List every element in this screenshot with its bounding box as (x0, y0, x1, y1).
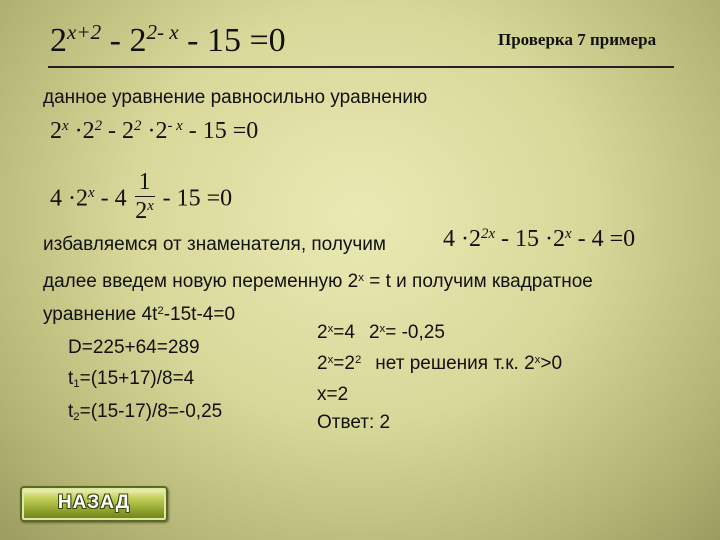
text-part: t (68, 368, 74, 389)
text-part: -15t-4=0 (163, 304, 236, 325)
main-equation (50, 22, 286, 60)
eq-term: 2 (129, 22, 147, 59)
eq-term: 4 ·2 (50, 185, 88, 212)
text-superscript: x (358, 272, 364, 285)
eq-term: 2 (50, 118, 62, 144)
eq-term: - 15 =0 (156, 185, 233, 212)
eq-term: - (101, 22, 130, 59)
eq-term: ·2 (68, 118, 95, 144)
eq-term: - 4 (94, 185, 127, 212)
solution-x: x=2 (317, 384, 349, 405)
eq-term: - 2 (102, 118, 135, 144)
text-part: далее введем новую переменную 2 (43, 271, 359, 292)
eq-exponent: x+2 (67, 20, 102, 45)
slide-title: Проверка 7 примера (498, 30, 657, 49)
equation-step1 (50, 118, 258, 145)
equation-step2 (50, 170, 232, 230)
fraction-numerator: 1 (135, 168, 155, 197)
eq-exponent: 2 (94, 117, 103, 134)
step-text-quadratic (43, 304, 235, 326)
text-superscript: 2 (157, 305, 164, 318)
eq-exponent: x (62, 117, 69, 134)
root-t1 (68, 368, 194, 390)
answer: Ответ: 2 (317, 412, 391, 433)
step-text-denominator: избавляемся от знаменателя, получим (43, 234, 386, 255)
eq-term: - 4 =0 (571, 226, 636, 252)
eq-term: - 15 =0 (182, 118, 259, 144)
text-part: = t и получим квадратное (363, 271, 593, 292)
eq-exponent: - x (167, 117, 183, 134)
step-text-new-variable (43, 271, 593, 293)
text-part: t (68, 401, 74, 422)
back-button-label: НАЗАД (57, 492, 131, 513)
text-part: >0 (540, 353, 563, 374)
step-text-equivalent: данное уравнение равносильно уравнению (43, 87, 428, 108)
equation-step3 (443, 226, 635, 253)
eq-exponent: 2 (134, 117, 142, 134)
text-part: =(15-17)/8=-0,25 (79, 401, 223, 422)
eq-term: 2 (135, 198, 148, 224)
text-superscript: x (379, 323, 386, 336)
text-superscript: x (327, 354, 334, 367)
back-substitution-1 (317, 322, 445, 344)
discriminant: D=225+64=289 (68, 337, 200, 358)
eq-term: - 15 ·2 (495, 226, 566, 252)
text-part: 2 (317, 353, 328, 374)
back-substitution-2 (317, 353, 562, 375)
text-superscript: 2 (354, 354, 362, 367)
text-part: уравнение 4t (43, 304, 158, 325)
title-divider (48, 66, 674, 68)
eq-exponent: x (147, 197, 154, 214)
back-button[interactable] (20, 486, 168, 522)
text-subscript: 1 (73, 378, 80, 391)
fraction (135, 168, 155, 228)
text-part: 2 (368, 322, 380, 343)
text-part: = -0,25 (385, 322, 445, 343)
root-t2 (68, 401, 222, 423)
text-superscript: x (327, 323, 334, 336)
eq-term: ·2 (141, 118, 168, 144)
text-subscript: 2 (73, 411, 80, 424)
text-part: =2 (333, 353, 355, 374)
eq-exponent: x (88, 185, 95, 202)
fraction-denominator (135, 197, 155, 228)
eq-exponent: x (565, 225, 572, 242)
eq-term: 4 ·2 (443, 226, 481, 252)
eq-exponent: 2x (481, 225, 496, 242)
eq-exponent: 2- x (146, 20, 179, 45)
eq-term: 2 (50, 22, 67, 59)
text-part: нет решения т.к. 2 (375, 353, 535, 374)
text-superscript: x (534, 354, 541, 367)
text-part: =4 (333, 322, 355, 343)
text-part: =(15+17)/8=4 (79, 368, 195, 389)
eq-term: - 15 =0 (178, 22, 286, 59)
text-part: 2 (317, 322, 328, 343)
